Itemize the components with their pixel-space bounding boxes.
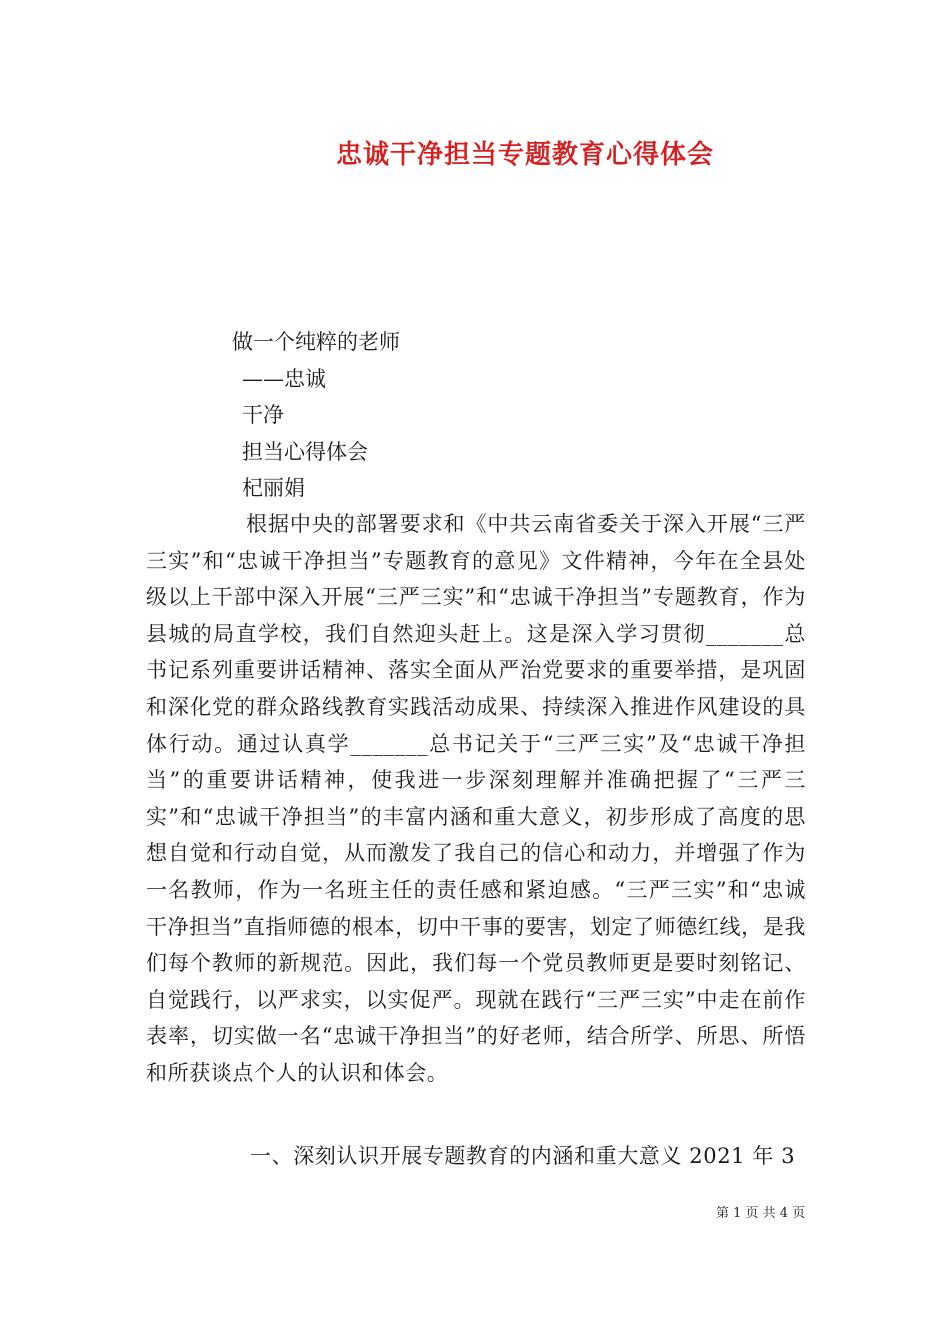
section-heading: 一、深刻认识开展专题教育的内涵和重大意义 2021 年 3 <box>250 1144 796 1168</box>
subheading-line: ——忠诚 <box>242 366 326 391</box>
subheading-line: 做一个纯粹的老师 <box>232 330 400 354</box>
subheading-line: 担当心得体会 <box>242 439 368 464</box>
author-name: 杞丽娟 <box>242 476 305 500</box>
body-paragraph: 根据中央的部署要求和《中共云南省委关于深入开展“三严三实”和“忠诚干净担当”专题教育的意见》文件精神，今年在全县处级以上干部中深入开展“三严三实”和“忠诚干净担当”专题教育，作为县城的局直学校，我们自然迎头赶上。这是深入学习贯彻_______总书记系列重要讲话精神、落实全面从严治党要求的重要举措，是巩固和深化党的群众路线教育实践活动成果、持续深入推进作风建设的具体行动。通过认真学_______总书记关于“三严三实”及“忠诚干净担当”的重要讲话精神，使我进一步深刻理解并准确把握了“三严三实”和“忠诚干净担当”的丰富内涵和重大意义，初步形成了高度的思想自觉和行动自觉，从而激发了我自己的信心和动力，并增强了作为一名教师，作为一名班主任的责任感和紧迫感。“三严三实”和“忠诚干净担当”直指师德的根本，切中干事的要害，划定了师德红线，是我们每个教师的新规范。因此，我们每一个党员教师更是要时刻铭记、自觉践行，以严求实，以实促严。现就在践行“三严三实”中走在前作表率，切实做一名“忠诚干净担当”的好老师，结合所学、所思、所悟和所获谈点个人的认识和体会。 <box>146 512 806 1085</box>
subheading-line: 干净 <box>242 403 284 427</box>
subheading-block <box>232 324 400 507</box>
page-number: 第 1 页 共 4 页 <box>716 1206 806 1221</box>
document-title: 忠诚干净担当专题教育心得体会 <box>335 140 714 170</box>
